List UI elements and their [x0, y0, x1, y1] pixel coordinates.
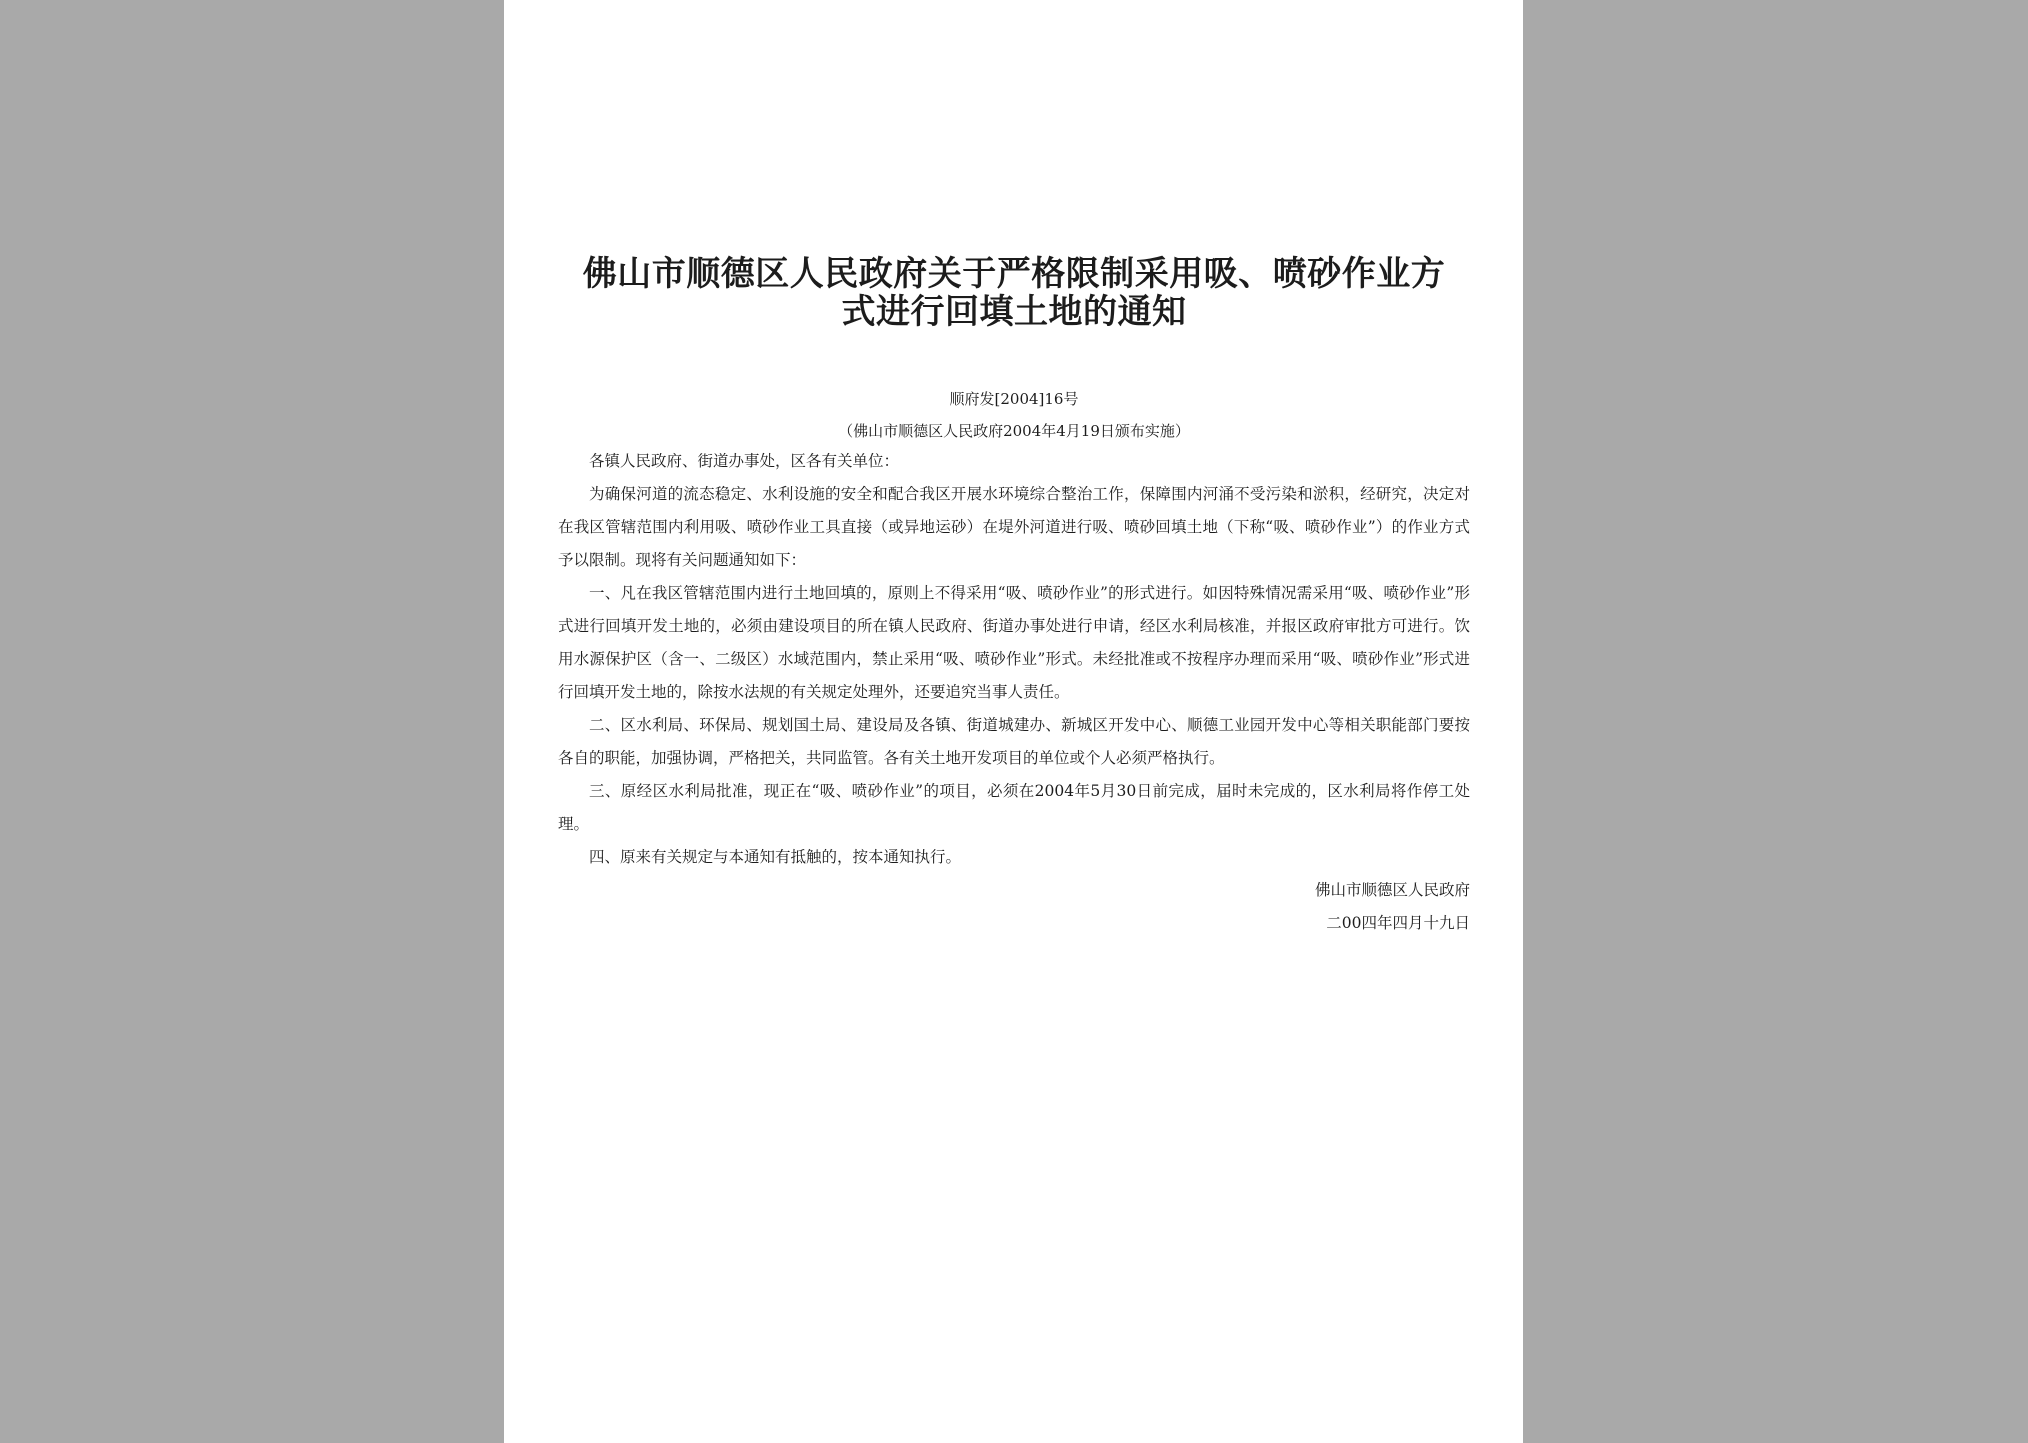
document-page [504, 0, 1523, 1443]
salutation: 各镇人民政府、街道办事处，区各有关单位： [589, 452, 900, 470]
paragraph-item-1: 一、凡在我区管辖范围内进行土地回填的，原则上不得采用“吸、喷砂作业”的形式进行。如因特殊情况需采用“吸、喷砂作业”形式进行回填开发土地的，必须由建设项目的所在镇人民政府、街道办事处进行申请，经区水利局核准，并报区政府审批方可进行。饮用水源保护区（含一、二级区）水域范围内，禁止采用“吸、喷砂作业”形式。未经批准或不按程序办理而采用“吸、喷砂作业”形式进行回填开发土地的，除按水法规的有关规定处理外，还要追究当事人责任。 [558, 584, 1470, 701]
document-title: 佛山市顺德区人民政府关于严格限制采用吸、喷砂作业方式进行回填土地的通知 [582, 254, 1446, 332]
paragraph-item-3: 三、原经区水利局批准，现正在“吸、喷砂作业”的项目，必须在2004年5月30日前完成，届时未完成的，区水利局将作停工处理。 [558, 782, 1470, 833]
signature: 佛山市顺德区人民政府 [1314, 881, 1470, 899]
paragraph-intro: 为确保河道的流态稳定、水利设施的安全和配合我区开展水环境综合整治工作，保障围内河涌不受污染和淤积，经研究，决定对在我区管辖范围内利用吸、喷砂作业工具直接（或异地运砂）在堤外河道进行吸、喷砂回填土地（下称“吸、喷砂作业”）的作业方式予以限制。现将有关问题通知如下： [558, 485, 1470, 569]
document-content [558, 255, 1470, 940]
issued-note: （佛山市顺德区人民政府2004年4月19日颁布实施） [838, 422, 1190, 440]
document-number: 顺府发[2004]16号 [949, 390, 1079, 408]
paragraph-item-4: 四、原来有关规定与本通知有抵触的，按本通知执行。 [589, 848, 962, 866]
document-body [558, 445, 1470, 940]
paragraph-item-2: 二、区水利局、环保局、规划国土局、建设局及各镇、街道城建办、新城区开发中心、顺德工业园开发中心等相关职能部门要按各自的职能，加强协调，严格把关，共同监管。各有关土地开发项目的单位或个人必须严格执行。 [558, 716, 1470, 767]
signature-date: 二00四年四月十九日 [1326, 914, 1470, 932]
